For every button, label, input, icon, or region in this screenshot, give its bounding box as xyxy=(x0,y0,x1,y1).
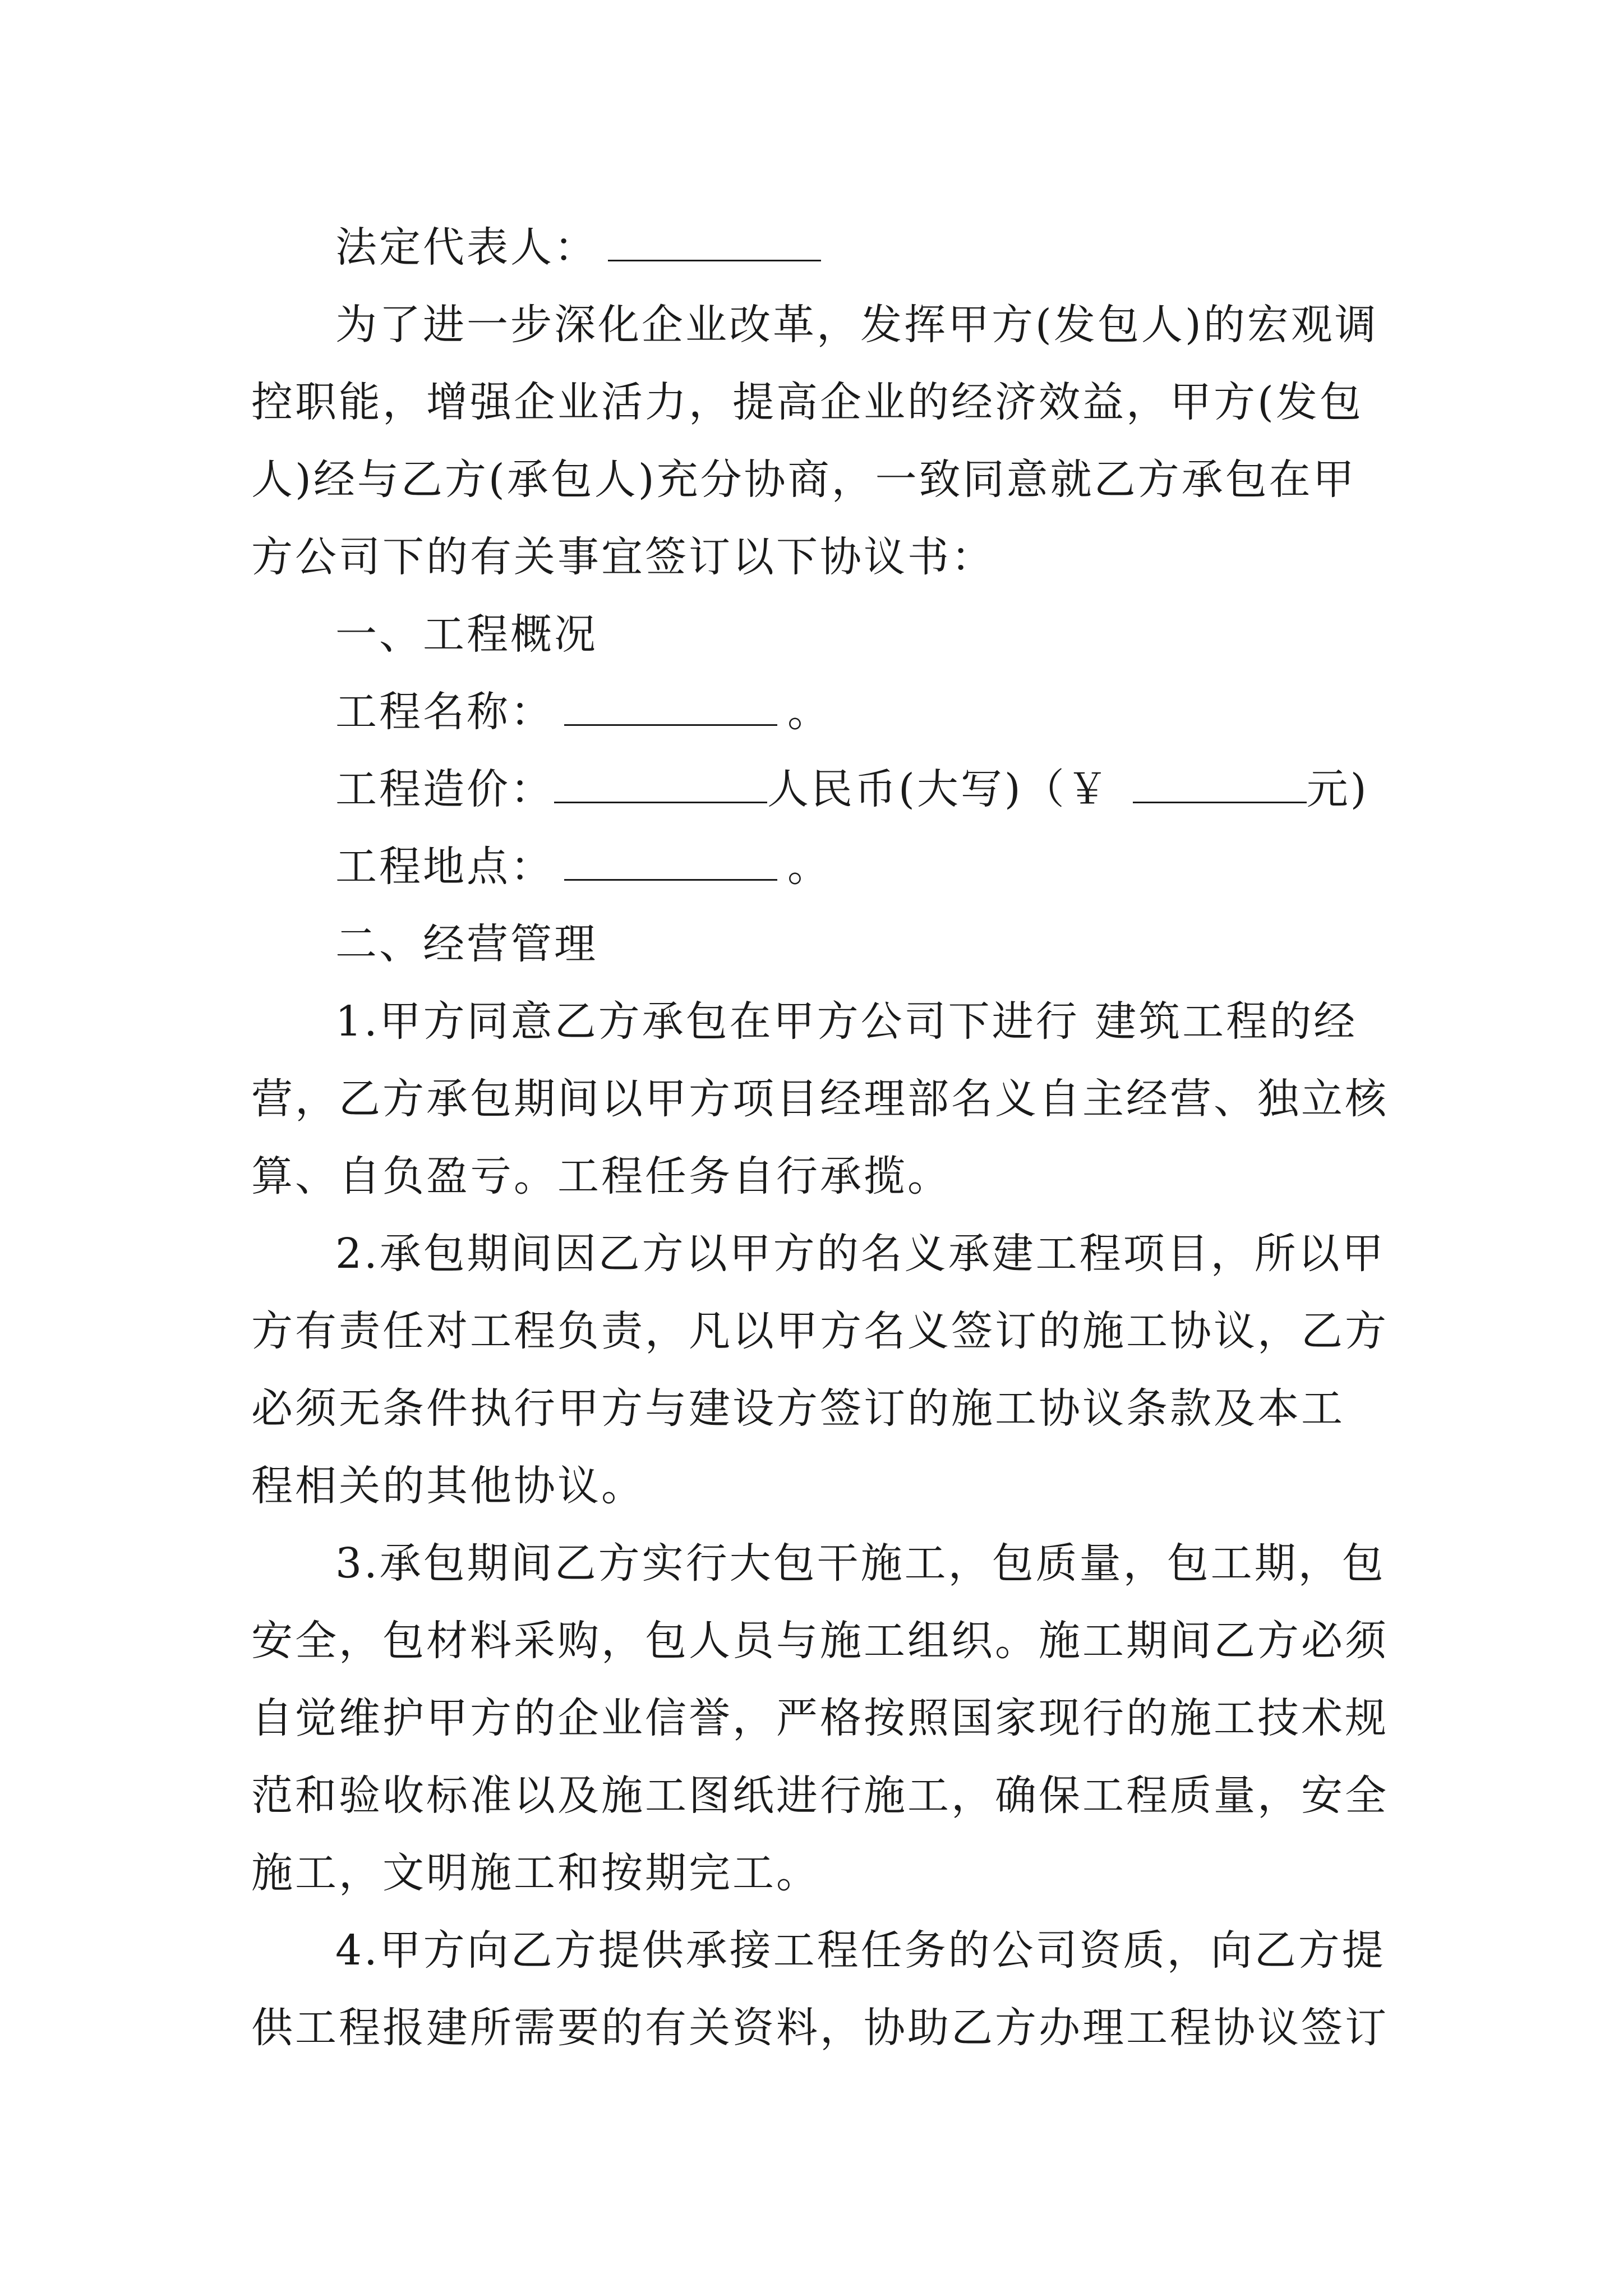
clause-line: 方有责任对工程负责，凡以甲方名义签订的施工协议，乙方 xyxy=(251,1307,1389,1355)
project-location-label: 工程地点： xyxy=(335,843,554,891)
clause-line: 营，乙方承包期间以甲方项目经理部名义自主经营、独立核 xyxy=(251,1075,1389,1123)
clause-line: 供工程报建所需要的有关资料，协助乙方办理工程协议签订 xyxy=(251,2004,1389,2052)
project-cost-amount-blank xyxy=(1133,768,1307,803)
project-cost-suffix: 元) xyxy=(1306,765,1369,813)
intro-line: 为了进一步深化企业改革，发挥甲方(发包人)的宏观调 xyxy=(335,301,1378,349)
clause-2 xyxy=(251,1215,1398,1525)
clause-line: 算、自负盈亏。工程任务自行承揽。 xyxy=(251,1152,951,1200)
intro-line: 方公司下的有关事宜签订以下协议书： xyxy=(251,533,995,581)
clause-line: 2.承包期间因乙方以甲方的名义承建工程项目，所以甲 xyxy=(335,1230,1386,1278)
clause-line: 必须无条件执行甲方与建设方签订的施工协议条款及本工 xyxy=(251,1384,1345,1433)
clause-line: 施工，文明施工和按期完工。 xyxy=(251,1849,820,1897)
clause-3 xyxy=(251,1525,1398,1912)
clause-line: 3.承包期间乙方实行大包干施工，包质量，包工期，包 xyxy=(335,1539,1386,1588)
clause-line: 自觉维护甲方的企业信誉，严格按照国家现行的施工技术规 xyxy=(251,1694,1389,1742)
project-cost-label: 工程造价： xyxy=(335,765,554,813)
project-location-line xyxy=(251,828,1398,905)
legal-representative-blank xyxy=(608,226,821,261)
project-cost-line xyxy=(251,751,1398,828)
intro-line: 控职能，增强企业活力，提高企业的经济效益，甲方(发包 xyxy=(251,378,1363,426)
project-name-suffix: 。 xyxy=(787,688,831,736)
intro-paragraph xyxy=(251,286,1398,596)
section-title-overview: 一、工程概况 xyxy=(335,610,598,659)
legal-representative-label: 法定代表人： xyxy=(335,223,598,272)
project-name-line xyxy=(251,673,1398,751)
clause-line: 程相关的其他协议。 xyxy=(251,1462,645,1510)
project-cost-middle: 人民币(大写)（￥ xyxy=(767,765,1110,813)
project-location-blank xyxy=(564,845,777,881)
project-cost-blank xyxy=(554,768,767,803)
document-body xyxy=(251,209,1398,2067)
clause-4 xyxy=(251,1912,1398,2067)
clause-line: 4.甲方向乙方提供承接工程任务的公司资质，向乙方提 xyxy=(335,1926,1386,1975)
section-title-management: 二、经营管理 xyxy=(335,920,598,968)
clause-line: 1.甲方同意乙方承包在甲方公司下进行 建筑工程的经 xyxy=(335,997,1358,1046)
project-location-suffix: 。 xyxy=(787,843,831,891)
clause-line: 范和验收标准以及施工图纸进行施工，确保工程质量，安全 xyxy=(251,1772,1389,1820)
intro-line: 人)经与乙方(承包人)充分协商，一致同意就乙方承包在甲 xyxy=(251,455,1357,504)
clause-line: 安全，包材料采购，包人员与施工组织。施工期间乙方必须 xyxy=(251,1617,1389,1665)
legal-representative-line xyxy=(251,209,1398,286)
clause-1 xyxy=(251,983,1398,1215)
project-name-blank xyxy=(564,691,777,726)
project-name-label: 工程名称： xyxy=(335,688,554,736)
